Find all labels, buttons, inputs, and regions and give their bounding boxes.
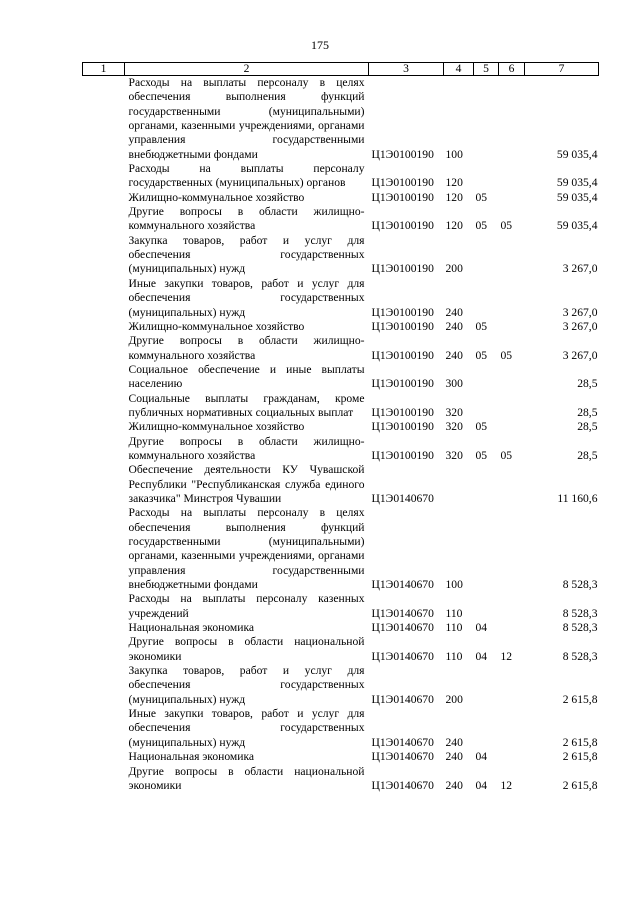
subsection-code	[499, 277, 525, 320]
table-row	[83, 76, 599, 163]
table-row	[83, 621, 599, 635]
target-code: Ц1Э0140670	[371, 649, 434, 663]
row-number-cell	[83, 506, 125, 592]
row-number-cell	[83, 435, 125, 464]
target-code: Ц1Э0140670	[371, 735, 434, 749]
amount-value: 59 035,4	[556, 219, 598, 233]
subsection-code	[499, 621, 525, 635]
row-number-cell	[83, 162, 125, 191]
table-row	[83, 592, 599, 621]
column-header: 7	[525, 63, 599, 76]
table-header-row	[83, 63, 599, 76]
item-name: Национальная экономика	[128, 750, 255, 764]
item-name: Жилищно-коммунальное хозяйство	[128, 420, 305, 434]
section-code	[474, 234, 499, 277]
table-row	[83, 234, 599, 277]
expense-type-code: 240	[445, 778, 463, 792]
row-number-cell	[83, 76, 125, 163]
row-number-cell	[83, 234, 125, 277]
target-code: Ц1Э0100190	[371, 348, 434, 362]
target-code: Ц1Э0100190	[371, 319, 434, 333]
item-name: Жилищно-коммунальное хозяйство	[128, 190, 305, 204]
target-code: Ц1Э0100190	[371, 448, 434, 462]
page-number: 175	[311, 38, 329, 52]
section-code	[474, 506, 499, 592]
item-name: Национальная экономика	[128, 621, 255, 635]
table-row	[83, 334, 599, 363]
amount-value: 8 528,3	[562, 606, 598, 620]
section-code: 04	[475, 649, 488, 663]
target-code: Ц1Э0100190	[371, 262, 434, 276]
subsection-code	[499, 707, 525, 750]
target-code: Ц1Э0140670	[371, 491, 434, 505]
section-code: 05	[475, 348, 488, 362]
column-header: 2	[125, 63, 369, 76]
section-code: 05	[475, 219, 488, 233]
subsection-code: 05	[500, 348, 513, 362]
row-number-cell	[83, 765, 125, 794]
item-name: Социальное обеспечение и иные выплаты населению	[128, 362, 365, 391]
subsection-code: 12	[500, 649, 513, 663]
amount-value: 11 160,6	[557, 491, 598, 505]
column-header: 6	[499, 63, 525, 76]
expense-type-code: 110	[445, 621, 463, 635]
item-name: Другие вопросы в области национальной экономики	[128, 764, 365, 792]
expense-type-code: 240	[445, 735, 463, 749]
expense-type-code: 240	[445, 348, 463, 362]
amount-value: 3 267,0	[562, 319, 598, 333]
table-row	[83, 506, 599, 592]
column-header: 3	[369, 63, 444, 76]
row-number-cell	[83, 463, 125, 506]
row-number-cell	[83, 191, 125, 205]
table-row	[83, 363, 599, 392]
amount-value: 3 267,0	[562, 262, 598, 276]
table-row	[83, 635, 599, 664]
section-code: 05	[475, 319, 488, 333]
row-number-cell	[83, 750, 125, 764]
section-code: 04	[475, 621, 488, 635]
amount-value: 8 528,3	[562, 649, 598, 663]
item-name: Другие вопросы в области жилищно-коммунального хозяйства	[128, 334, 365, 362]
expense-type-code: 320	[445, 420, 463, 434]
table-row	[83, 320, 599, 334]
target-code: Ц1Э0100190	[371, 377, 434, 391]
amount-value: 3 267,0	[562, 305, 598, 319]
table-row	[83, 191, 599, 205]
table-row	[83, 435, 599, 464]
row-number-cell	[83, 392, 125, 421]
target-code: Ц1Э0100190	[371, 420, 434, 434]
amount-value: 8 528,3	[562, 621, 598, 635]
subsection-code	[499, 392, 525, 421]
row-number-cell	[83, 664, 125, 707]
item-name: Жилищно-коммунальное хозяйство	[128, 319, 305, 333]
target-code: Ц1Э0100190	[371, 176, 434, 190]
budget-table	[82, 62, 599, 793]
expense-type-code: 320	[445, 405, 463, 419]
item-name: Иные закупки товаров, работ и услуг для обеспечения государственных (муниципальных) нужд	[128, 707, 365, 749]
target-code: Ц1Э0140670	[371, 621, 434, 635]
target-code: Ц1Э0140670	[371, 578, 434, 592]
expense-type-code: 240	[445, 750, 463, 764]
target-code: Ц1Э0100190	[371, 405, 434, 419]
expense-type-code	[444, 463, 474, 506]
item-name: Расходы на выплаты персоналу в целях обеспечения выполнения функций государственными (муниципальными) органами, казенными учреждениями, органами управления государственными внебюджетными фондами	[128, 76, 365, 161]
row-number-cell	[83, 707, 125, 750]
item-name: Расходы на выплаты персоналу государственных (муниципальных) органов	[128, 162, 365, 190]
row-number-cell	[83, 363, 125, 392]
row-number-cell	[83, 277, 125, 320]
subsection-code	[499, 664, 525, 707]
subsection-code	[499, 234, 525, 277]
amount-value: 2 615,8	[562, 778, 598, 792]
target-code: Ц1Э0140670	[371, 692, 434, 706]
amount-value: 59 035,4	[556, 147, 598, 161]
table-row	[83, 707, 599, 750]
item-name: Закупка товаров, работ и услуг для обеспечения государственных (муниципальных) нужд	[128, 233, 365, 276]
section-code: 04	[475, 750, 488, 764]
table-row	[83, 420, 599, 434]
target-code: Ц1Э0100190	[371, 190, 434, 204]
subsection-code	[499, 363, 525, 392]
subsection-code	[499, 76, 525, 163]
subsection-code	[499, 320, 525, 334]
column-header: 1	[83, 63, 125, 76]
amount-value: 28,5	[577, 405, 598, 419]
row-number-cell	[83, 635, 125, 664]
expense-type-code: 120	[445, 176, 463, 190]
target-code: Ц1Э0100190	[371, 305, 434, 319]
amount-value: 2 615,8	[562, 692, 598, 706]
expense-type-code: 120	[445, 190, 463, 204]
item-name: Другие вопросы в области национальной экономики	[128, 635, 365, 663]
expense-type-code: 100	[445, 147, 463, 161]
target-code: Ц1Э0140670	[371, 750, 434, 764]
row-number-cell	[83, 420, 125, 434]
table-row	[83, 750, 599, 764]
item-name: Расходы на выплаты персоналу казенных учреждений	[128, 592, 365, 620]
row-number-cell	[83, 334, 125, 363]
item-name: Закупка товаров, работ и услуг для обеспечения государственных (муниципальных) нужд	[128, 664, 365, 706]
target-code: Ц1Э0100190	[371, 147, 434, 161]
subsection-code	[499, 463, 525, 506]
expense-type-code: 320	[445, 448, 463, 462]
amount-value: 2 615,8	[562, 750, 598, 764]
table-row	[83, 765, 599, 794]
section-code: 05	[475, 448, 488, 462]
section-code: 05	[475, 420, 488, 434]
table-row	[83, 664, 599, 707]
item-name: Другие вопросы в области жилищно-коммунального хозяйства	[128, 205, 365, 233]
amount-value: 28,5	[577, 448, 598, 462]
amount-value: 59 035,4	[556, 190, 598, 204]
amount-value: 28,5	[577, 377, 598, 391]
item-name: Обеспечение деятельности КУ Чувашской Республики "Республиканская служба единого заказчика" Минстроя Чувашии	[128, 463, 365, 505]
section-code	[474, 463, 499, 506]
subsection-code	[499, 506, 525, 592]
target-code: Ц1Э0140670	[371, 778, 434, 792]
expense-type-code: 240	[445, 319, 463, 333]
subsection-code: 05	[500, 219, 513, 233]
expense-type-code: 200	[445, 262, 463, 276]
amount-value: 8 528,3	[562, 578, 598, 592]
subsection-code: 05	[500, 448, 513, 462]
target-code: Ц1Э0140670	[371, 606, 434, 620]
column-header: 5	[474, 63, 499, 76]
item-name: Иные закупки товаров, работ и услуг для обеспечения государственных (муниципальных) нужд	[128, 276, 365, 319]
item-name: Другие вопросы в области жилищно-коммунального хозяйства	[128, 434, 365, 462]
expense-type-code: 110	[445, 606, 463, 620]
table-row	[83, 392, 599, 421]
row-number-cell	[83, 320, 125, 334]
item-name: Социальные выплаты гражданам, кроме публичных нормативных социальных выплат	[128, 391, 365, 419]
table-row	[83, 162, 599, 191]
table-row	[83, 277, 599, 320]
column-header: 4	[444, 63, 474, 76]
amount-value: 59 035,4	[556, 176, 598, 190]
section-code	[474, 392, 499, 421]
section-code: 04	[475, 778, 488, 792]
amount-value: 2 615,8	[562, 735, 598, 749]
subsection-code: 12	[500, 778, 513, 792]
expense-type-code: 200	[445, 692, 463, 706]
section-code	[474, 707, 499, 750]
row-number-cell	[83, 205, 125, 234]
subsection-code	[499, 592, 525, 621]
section-code	[474, 592, 499, 621]
expense-type-code: 300	[445, 377, 463, 391]
section-code	[474, 162, 499, 191]
row-number-cell	[83, 621, 125, 635]
section-code	[474, 664, 499, 707]
subsection-code	[499, 191, 525, 205]
amount-value: 28,5	[577, 420, 598, 434]
item-name: Расходы на выплаты персоналу в целях обеспечения выполнения функций государственными (муниципальными) органами, казенными учреждениями, органами управления государственными внебюджетными фондами	[128, 506, 365, 592]
section-code	[474, 277, 499, 320]
table-row	[83, 463, 599, 506]
section-code	[474, 363, 499, 392]
subsection-code	[499, 420, 525, 434]
expense-type-code: 120	[445, 219, 463, 233]
row-number-cell	[83, 592, 125, 621]
subsection-code	[499, 750, 525, 764]
expense-type-code: 100	[445, 578, 463, 592]
expense-type-code: 240	[445, 305, 463, 319]
table-row	[83, 205, 599, 234]
expense-type-code: 110	[445, 649, 463, 663]
amount-value: 3 267,0	[562, 348, 598, 362]
table-body	[83, 76, 599, 794]
subsection-code	[499, 162, 525, 191]
section-code	[474, 76, 499, 163]
target-code: Ц1Э0100190	[371, 219, 434, 233]
section-code: 05	[475, 190, 488, 204]
